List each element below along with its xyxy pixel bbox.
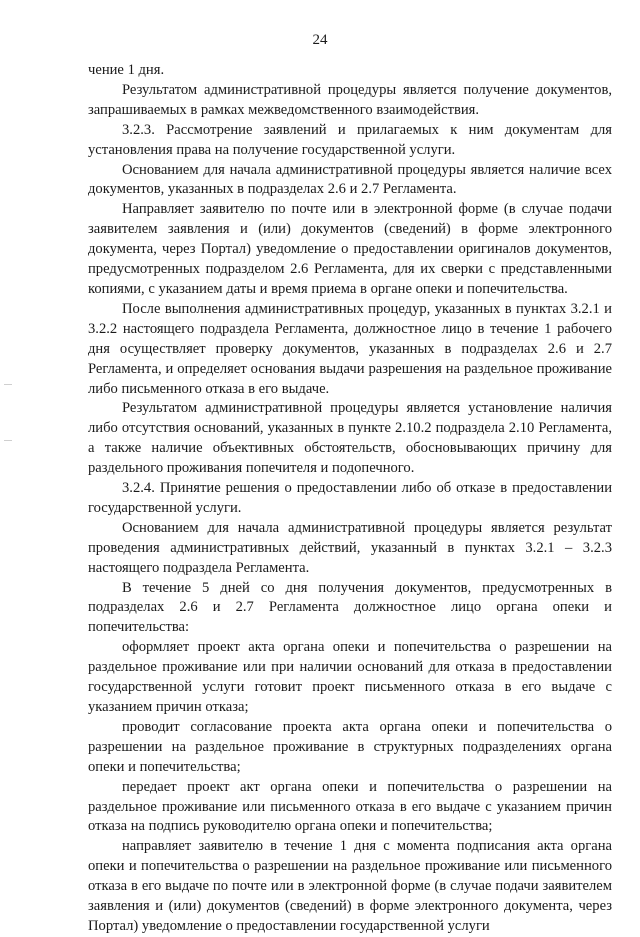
list-item: оформляет проект акта органа опеки и попечительства о разрешении на раздельное проживание или при наличии оснований для отказа в предоставлении государственной услуги готовит проект письменного отказа в его выдаче с указанием причин отказа; xyxy=(88,639,612,715)
section-heading-3-2-4: 3.2.4. Принятие решения о предоставлении либо об отказе в предоставлении государственной услуги. xyxy=(88,480,612,516)
document-body xyxy=(88,61,612,937)
paragraph: Направляет заявителю по почте или в электронной форме (в случае подачи заявителем заявления и (или) документов (сведений) в форме электронного документа, через Портал) уведомление о предоставлении оригиналов документов, предусмотренных подразделом 2.6 Регламента, для их сверки с представленными копиями, с указанием даты и время приема в органе опеки и попечительства. xyxy=(88,201,612,297)
paragraph: чение 1 дня. xyxy=(88,62,165,78)
paragraph: В течение 5 дней со дня получения документов, предусмотренных в подразделах 2.6 и 2.7 Регламента должностное лицо органа опеки и попечительства: xyxy=(88,579,612,636)
list-item: передает проект акт органа опеки и попечительства о разрешении на раздельное проживание или письменного отказа в его выдаче с указанием причин отказа на подпись руководителю органа опеки и попечительства; xyxy=(88,778,612,835)
list-item: проводит согласование проекта акта органа опеки и попечительства о разрешении на раздельное проживание в структурных подразделениях органа опеки и попечительства; xyxy=(88,718,612,775)
paragraph: Основанием для начала административной процедуры является наличие всех документов, указанных в подразделах 2.6 и 2.7 Регламента. xyxy=(88,161,612,198)
list-item: направляет заявителю в течение 1 дня с момента подписания акта органа опеки и попечительства о разрешении на раздельное проживание или письменного отказа в его выдаче по почте или в электронной форме (в случае подачи заявителем заявления и (или) документов (сведений) в форме электронного документа, через Портал) уведомление о предоставлении государственной услуги xyxy=(88,838,612,934)
page-number: 24 xyxy=(312,32,328,48)
paragraph: Результатом административной процедуры является получение документов, запрашиваемых в рамках межведомственного взаимодействия. xyxy=(88,81,612,118)
margin-scan-mark xyxy=(4,384,12,385)
paragraph: Результатом административной процедуры является установление наличия либо отсутствия оснований, указанных в пункте 2.10.2 подраздела 2.10 Регламента, а также наличие объективных обстоятельств, обосновывающих причину для раздельного проживания попечителя и подопечного. xyxy=(88,400,612,477)
margin-scan-mark xyxy=(4,440,12,441)
paragraph: Основанием для начала административной процедуры является результат проведения административных действий, указанный в пунктах 3.2.1 – 3.2.3 настоящего подраздела Регламента. xyxy=(88,519,612,576)
section-heading-3-2-3: 3.2.3. Рассмотрение заявлений и прилагаемых к ним документам для установления права на получение государственной услуги. xyxy=(88,121,612,158)
paragraph: После выполнения административных процедур, указанных в пунктах 3.2.1 и 3.2.2 настоящего подраздела Регламента, должностное лицо в течение 1 рабочего дня осуществляет проверку документов, указанных в подразделах 2.6 и 2.7 Регламента, и определяет основания выдачи разрешения на раздельное проживание либо письменного отказа в его выдаче. xyxy=(88,300,612,397)
